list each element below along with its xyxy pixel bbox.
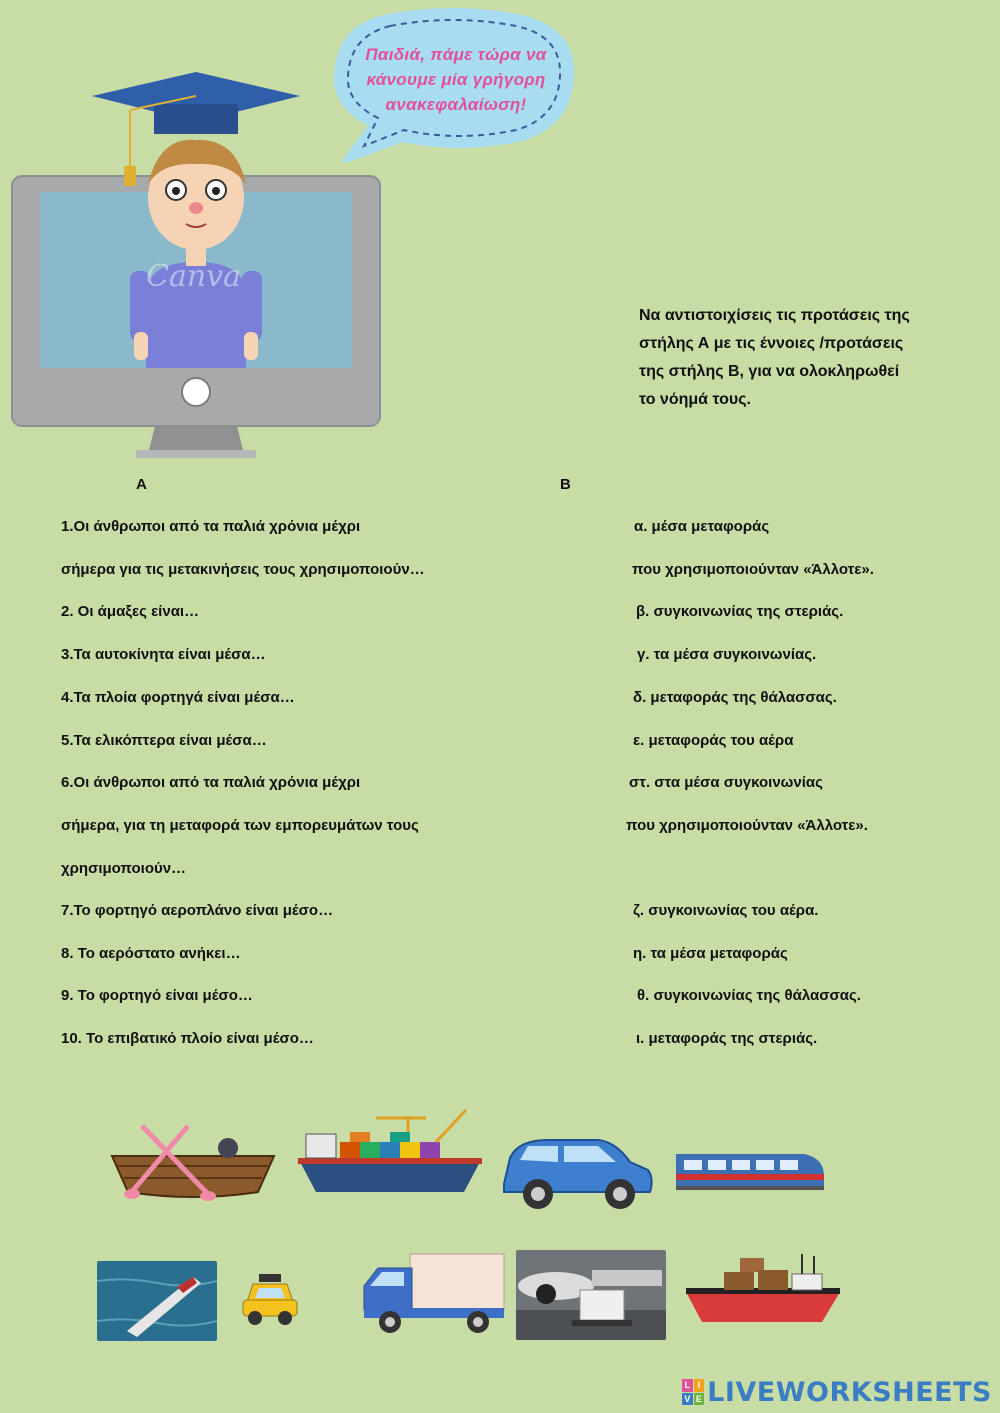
cargo-plane-photo[interactable] [516,1250,666,1340]
instructions-line: το νόημά τους. [639,391,751,408]
column-a-line: 1.Οι άνθρωποι από τα παλιά χρόνια μέχρι [61,518,361,535]
cargo-ship-image[interactable] [296,1106,484,1196]
taxi-image[interactable] [241,1272,299,1328]
column-b-line: θ. συγκοινωνίας της θάλασσας. [637,987,861,1004]
column-b-line: ι. μεταφοράς της στεριάς. [636,1030,818,1047]
column-a-line: 2. Οι άμαξες είναι… [61,603,200,620]
bubble-line: ανακεφαλαίωση! [385,95,527,114]
column-b-line: β. συγκοινωνίας της στεριάς. [636,603,844,620]
column-b-line: η. τα μέσα μεταφοράς [633,945,788,962]
speech-bubble-text [345,42,567,117]
canva-watermark: Canva [146,259,241,294]
column-b-line: γ. τα μέσα συγκοινωνίας. [637,646,817,663]
column-b-line: στ. στα μέσα συγκοινωνίας [629,774,823,791]
column-a-line: 7.Το φορτηγό αεροπλάνο είναι μέσο… [61,902,334,919]
column-b-line: που χρησιμοποιούνταν «Άλλοτε». [626,817,868,834]
column-a-line: 8. Το αερόστατο ανήκει… [61,945,241,962]
column-a-line: 4.Τα πλοία φορτηγά είναι μέσα… [61,689,295,706]
badge-letter: L [682,1379,693,1392]
tanker-ship-photo[interactable] [97,1261,217,1341]
bubble-line: κάνουμε μία γρήγορη [366,70,546,89]
column-a-line: χρησιμοποιούν… [61,860,187,877]
badge-letter: V [682,1393,693,1406]
column-b-line: α. μέσα μεταφοράς [634,518,770,535]
delivery-truck-image[interactable] [360,1250,506,1336]
monitor-illustration [10,66,382,458]
column-a-line: 5.Τα ελικόπτερα είναι μέσα… [61,732,267,749]
liveworksheets-logo [682,1377,992,1407]
badge-letter: I [694,1379,705,1392]
passenger-ship-image[interactable] [684,1248,842,1324]
column-b-line: ζ. συγκοινωνίας του αέρα. [633,902,819,919]
instructions-line: στήλης Α με τις έννοιες /προτάσεις [639,335,904,352]
logo-badge-icon [682,1379,704,1405]
instructions-line: της στήλης Β, για να ολοκληρωθεί [639,363,900,380]
rowboat-image[interactable] [108,1122,278,1202]
column-a-line: 6.Οι άνθρωποι από τα παλιά χρόνια μέχρι [61,774,361,791]
column-a-line: 9. Το φορτηγό είναι μέσο… [61,987,253,1004]
train-image[interactable] [674,1148,826,1192]
badge-letter: E [694,1393,705,1406]
bubble-line: Παιδιά, πάμε τώρα να [365,45,547,64]
instructions [639,302,959,414]
column-b-line: που χρησιμοποιούνταν «Άλλοτε». [632,561,874,578]
column-a-line: 3.Τα αυτοκίνητα είναι μέσα… [61,646,266,663]
column-b-line: δ. μεταφοράς της θάλασσας. [633,689,837,706]
column-a-line: σήμερα, για τη μεταφορά των εμπορευμάτων τους [61,817,419,834]
instructions-line: Να αντιστοιχίσεις τις προτάσεις της [639,307,910,324]
column-a-line: σήμερα για τις μετακινήσεις τους χρησιμοποιούν… [61,561,425,578]
column-a-line: 10. Το επιβατικό πλοίο είναι μέσο… [61,1030,314,1047]
column-a-header: Α [136,476,147,493]
column-b-line: ε. μεταφοράς του αέρα [633,732,794,749]
suv-car-image[interactable] [498,1134,654,1214]
column-b-header: Β [560,476,571,493]
logo-text: LIVEWORKSHEETS [707,1376,992,1408]
